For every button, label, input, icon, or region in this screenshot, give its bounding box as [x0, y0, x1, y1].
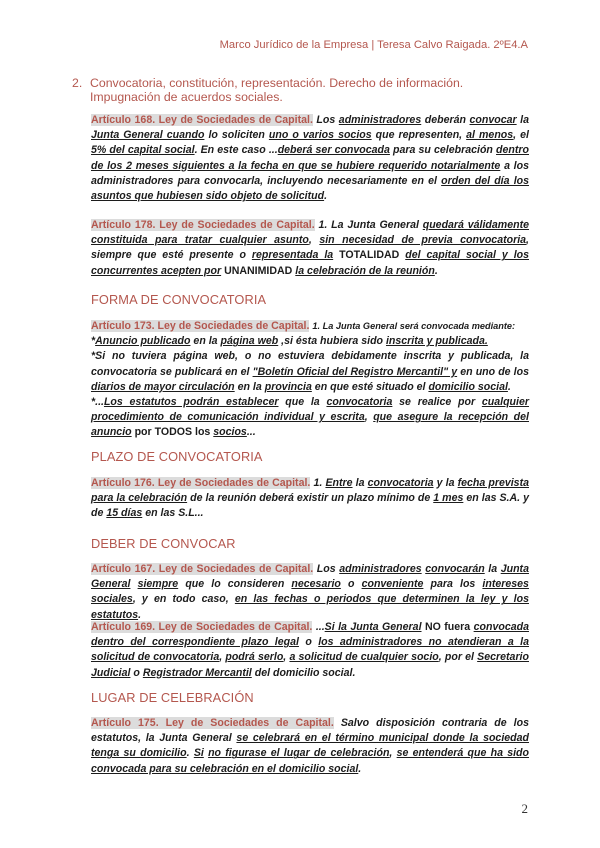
text: ,	[389, 747, 393, 760]
article-ref: Artículo 167. Ley de Sociedades de Capital.	[91, 563, 314, 575]
text: ,si ésta hubiera sido	[281, 335, 384, 348]
text: inscrita y publicada.	[385, 335, 488, 348]
article-ref: Artículo 168. Ley de Sociedades de Capital.	[91, 114, 313, 126]
text: se entenderá que ha sido convocada para su celebración en el domicilio social	[91, 747, 529, 775]
text: para los	[430, 578, 476, 591]
text: deberá ser convocada	[277, 144, 390, 157]
article-ref: Artículo 173. Ley de Sociedades de Capital.	[91, 320, 310, 332]
text: que asegure la recepción del anuncio	[91, 411, 529, 439]
text: que representen,	[375, 129, 463, 142]
text: por TODOS los	[134, 426, 211, 439]
text: que lo consideren	[185, 578, 285, 591]
heading-forma: FORMA DE CONVOCATORIA	[91, 292, 267, 307]
text: en las S.A. y de	[91, 492, 529, 520]
text: , por el	[438, 651, 474, 664]
article-ref: Artículo 176. Ley de Sociedades de Capital.	[91, 477, 311, 489]
text: de la reunión deberá existir un plazo mínimo de	[190, 492, 431, 505]
text: se realice por	[399, 396, 476, 409]
text: Salvo disposición contraria de los estatutos, la Junta General	[91, 717, 529, 745]
section-number: 2.	[72, 76, 83, 90]
text: provincia	[264, 380, 312, 393]
article-178	[91, 218, 529, 279]
text: en las fechas o periodos que determinen la ley y los estatutos	[91, 593, 529, 621]
text: .	[138, 608, 142, 621]
text: diarios de mayor circulación	[91, 380, 235, 393]
text: Si la Junta General	[324, 621, 422, 633]
text: convocada dentro del correspondiente plazo legal	[91, 621, 529, 649]
article-ref: Artículo 178. Ley de Sociedades de Capital.	[91, 219, 315, 231]
text: *...	[91, 396, 104, 409]
article-167	[91, 562, 529, 623]
article-169	[91, 620, 529, 681]
text: administradores	[338, 114, 422, 126]
text: sin necesidad de previa convocatoria	[319, 234, 527, 247]
text: o	[347, 578, 355, 591]
section-title	[72, 76, 528, 104]
text: en la	[193, 335, 218, 348]
text: fecha prevista para la celebración	[91, 477, 529, 505]
text: convocatoria	[326, 396, 393, 409]
text: convocar	[469, 114, 517, 126]
running-header: Marco Jurídico de la Empresa | Teresa Calvo Raigada. 2ºE4.A	[219, 39, 528, 51]
text: Secretario Judicial	[91, 651, 529, 679]
text: Entre	[325, 477, 353, 489]
text: Anuncio publicado	[95, 335, 191, 348]
text: quedará válidamente constituida para tratar cualquier asunto	[91, 219, 530, 247]
text: y la	[436, 477, 455, 489]
text: . En este caso ...	[194, 144, 278, 157]
text: del domicilio social.	[254, 666, 356, 679]
text: la	[488, 563, 498, 575]
text: en las S.L...	[145, 507, 204, 520]
text: la	[520, 114, 529, 126]
heading-lugar: LUGAR DE CELEBRACIÓN	[91, 690, 254, 705]
text: "Boletín Oficial del Registro Mercantil" y	[252, 365, 458, 378]
text: en la	[237, 380, 262, 393]
text: conveniente	[361, 578, 424, 591]
text: NO fuera	[424, 621, 471, 633]
article-176	[91, 476, 529, 522]
text: Los	[316, 563, 336, 575]
text: , el	[513, 129, 529, 142]
text: Junta General cuando	[91, 129, 205, 142]
article-ref: Artículo 175. Ley de Sociedades de Capital.	[91, 717, 334, 729]
text: la celebración de la reunión	[295, 264, 435, 277]
heading-deber: DEBER DE CONVOCAR	[91, 536, 236, 551]
text: deberán	[424, 114, 466, 126]
text: no figurase el lugar de celebración	[208, 747, 390, 760]
text: Registrador Mercantil	[142, 666, 252, 679]
text: *	[91, 335, 96, 348]
text: Si	[193, 747, 204, 760]
text: o	[133, 666, 140, 679]
text: ...	[246, 426, 256, 439]
text: la	[355, 477, 365, 489]
text: o	[305, 636, 312, 649]
text: podrá serlo	[225, 651, 284, 664]
text: TOTALIDAD	[339, 249, 400, 262]
text: .	[186, 747, 190, 760]
text: Los	[316, 114, 336, 126]
heading-plazo: PLAZO DE CONVOCATORIA	[91, 449, 263, 464]
text: ,	[283, 651, 287, 664]
text: ,	[364, 411, 368, 424]
text: *Si no tuviera página web, o no estuviera debidamente inscrita y publicada, la convocatoria se publicará en el	[91, 350, 529, 378]
text: dentro de los 2 meses siguientes a la fecha en que se hubiere requerido notarialmente	[91, 144, 529, 172]
text: 5% del capital social	[91, 144, 195, 157]
text: .	[324, 190, 328, 203]
text: convocatoria	[367, 477, 434, 489]
text: para su celebración	[393, 144, 493, 157]
text: , siempre que esté presente o	[91, 234, 529, 262]
text: Junta General	[91, 563, 529, 591]
text: administradores	[339, 563, 422, 575]
text: 1. La Junta General será convocada mediante:	[312, 321, 516, 331]
text: a los administradores para convocarla, incluyendo necesariamente en el	[91, 159, 529, 187]
text: socios	[213, 426, 247, 439]
text: convocarán	[425, 563, 485, 575]
text: , y en todo caso,	[132, 593, 229, 606]
text: necesario	[291, 578, 341, 591]
text: orden del día los asuntos que hubiesen sido objeto de solicitud	[91, 174, 529, 203]
text: 1.	[313, 477, 323, 489]
text: que la	[285, 396, 320, 409]
text: del capital social y los concurrentes acepten por	[91, 249, 529, 277]
article-173	[91, 319, 529, 441]
text: UNANIMIDAD	[224, 264, 293, 277]
text: ...	[315, 621, 325, 633]
text: uno o varios socios	[268, 129, 372, 142]
text: siempre	[137, 578, 179, 591]
text: 1. La Junta General	[318, 219, 419, 231]
text: ,	[308, 234, 312, 247]
text: intereses sociales	[91, 578, 529, 606]
text: cualquier procedimiento de comunicación individual y escrita	[91, 396, 529, 424]
text: Los estatutos podrán establecer	[103, 396, 279, 409]
text: representada la	[251, 249, 334, 262]
text: a solicitud de cualquier socio	[289, 651, 439, 664]
page-number: 2	[521, 801, 528, 816]
text: página web	[220, 335, 279, 348]
text: 15 días	[106, 507, 143, 520]
text: los administradores no atendieran a la solicitud de convocatoria	[91, 636, 529, 664]
text: .	[507, 380, 511, 393]
text: al menos	[466, 129, 514, 142]
text: en uno de los	[460, 365, 529, 378]
article-168	[91, 113, 529, 204]
article-ref: Artículo 169. Ley de Sociedades de Capital.	[91, 621, 313, 633]
text: .	[434, 264, 438, 277]
text: se celebrará en el término municipal donde la sociedad tenga su domicilio	[91, 732, 529, 760]
text: en que esté situado el	[314, 380, 426, 393]
text: .	[358, 762, 362, 775]
text: lo soliciten	[208, 129, 265, 142]
text: ,	[219, 651, 223, 664]
article-175	[91, 716, 529, 777]
text: 1 mes	[433, 492, 464, 505]
section-title-text: Convocatoria, constitución, representación. Derecho de información. Impugnación de acuerdos sociales.	[90, 76, 464, 104]
text: domicilio social	[428, 380, 508, 393]
